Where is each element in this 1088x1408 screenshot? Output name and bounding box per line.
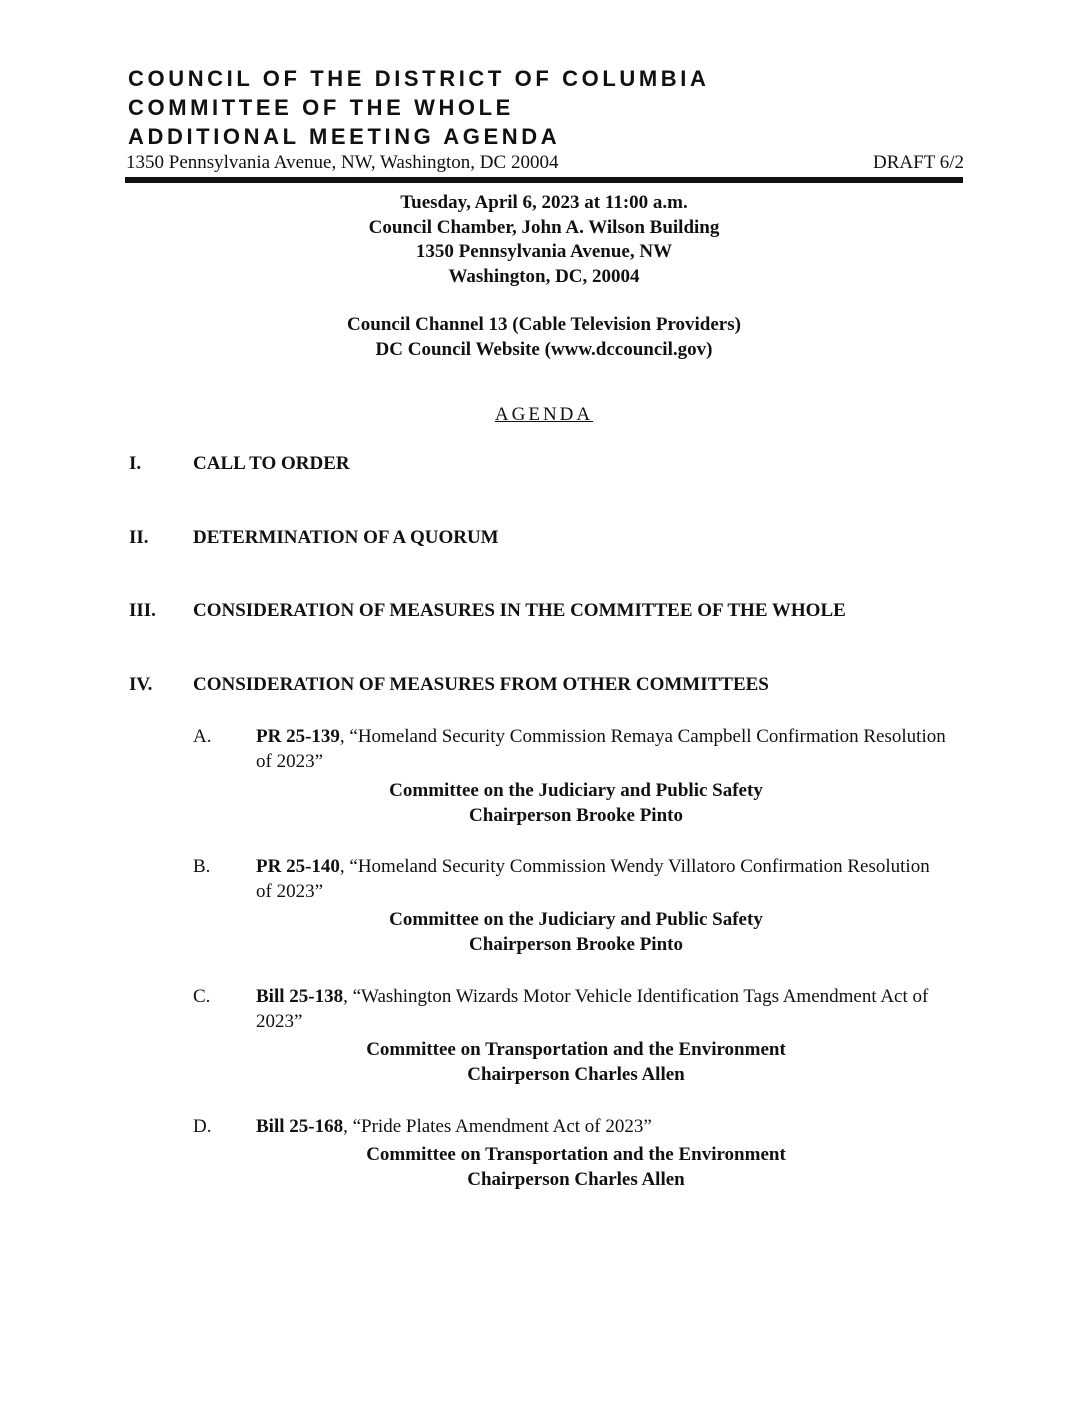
item-measure-number: PR 25-139 (256, 726, 340, 747)
item-committee: Committee on the Judiciary and Public Safety (389, 909, 763, 930)
item-measure-title: , “Homeland Security Commission Wendy Villatoro Confirmation Resolution of 2023” (256, 856, 930, 902)
item-committee: Committee on the Judiciary and Public Safety (389, 780, 763, 801)
agenda-heading-text: AGENDA (494, 404, 594, 425)
broadcast-tv: Council Channel 13 (Cable Television Providers) (347, 314, 741, 335)
agenda-heading (0, 404, 1088, 426)
item-letter: C. (193, 986, 211, 1007)
meeting-datetime: Tuesday, April 6, 2023 at 11:00 a.m. (400, 192, 688, 213)
section-title: CALL TO ORDER (193, 453, 350, 474)
item-chairperson: Chairperson Charles Allen (467, 1168, 685, 1190)
item-chairperson: Chairperson Brooke Pinto (469, 804, 683, 826)
meeting-street: 1350 Pennsylvania Avenue, NW (415, 241, 673, 262)
item-measure-title: , “Homeland Security Commission Remaya Campbell Confirmation Resolution of 2023” (256, 726, 946, 772)
item-measure-text (256, 725, 946, 774)
section-title: CONSIDERATION OF MEASURES IN THE COMMITTEE OF THE WHOLE (193, 600, 846, 621)
header-council-title: COUNCIL OF THE DISTRICT OF COLUMBIA (128, 66, 710, 91)
section-number: II. (129, 527, 149, 548)
section-number: I. (129, 453, 142, 474)
item-measure-number: Bill 25-168 (256, 1116, 344, 1137)
draft-label: DRAFT 6/2 (873, 152, 964, 173)
item-committee-block (0, 1143, 1088, 1192)
item-committee-block (0, 908, 1088, 957)
header-rule (125, 177, 963, 183)
header-address: 1350 Pennsylvania Avenue, NW, Washington, DC 20004 (126, 152, 559, 173)
header-agenda-type: ADDITIONAL MEETING AGENDA (128, 124, 561, 149)
item-chairperson: Chairperson Charles Allen (467, 1063, 685, 1085)
item-measure-number: PR 25-140 (256, 856, 340, 877)
item-measure-title: , “Pride Plates Amendment Act of 2023” (343, 1116, 652, 1137)
item-letter: D. (193, 1116, 212, 1137)
item-measure-text (256, 985, 946, 1034)
header-address-row (126, 152, 964, 174)
item-measure-text (256, 855, 946, 904)
section-title: CONSIDERATION OF MEASURES FROM OTHER COMMITTEES (193, 674, 769, 695)
item-measure-text (256, 1115, 946, 1140)
item-committee: Committee on Transportation and the Environment (366, 1144, 786, 1165)
meeting-info (0, 191, 1088, 289)
meeting-location: Council Chamber, John A. Wilson Building (368, 216, 720, 238)
broadcast-info (0, 313, 1088, 362)
item-chairperson: Chairperson Brooke Pinto (469, 933, 683, 955)
header-committee-title: COMMITTEE OF THE WHOLE (128, 95, 514, 120)
meeting-city: Washington, DC, 20004 (448, 265, 640, 287)
item-committee-block (0, 1038, 1088, 1087)
item-letter: A. (193, 726, 212, 747)
item-committee-block (0, 779, 1088, 828)
section-title: DETERMINATION OF A QUORUM (193, 527, 499, 548)
item-committee: Committee on Transportation and the Environment (366, 1039, 786, 1060)
section-number: III. (129, 600, 156, 621)
section-number: IV. (129, 674, 153, 695)
broadcast-web: DC Council Website (www.dccouncil.gov) (375, 338, 713, 360)
item-measure-number: Bill 25-138 (256, 986, 344, 1007)
item-letter: B. (193, 856, 211, 877)
item-measure-title: , “Washington Wizards Motor Vehicle Identification Tags Amendment Act of 2023” (256, 986, 929, 1032)
